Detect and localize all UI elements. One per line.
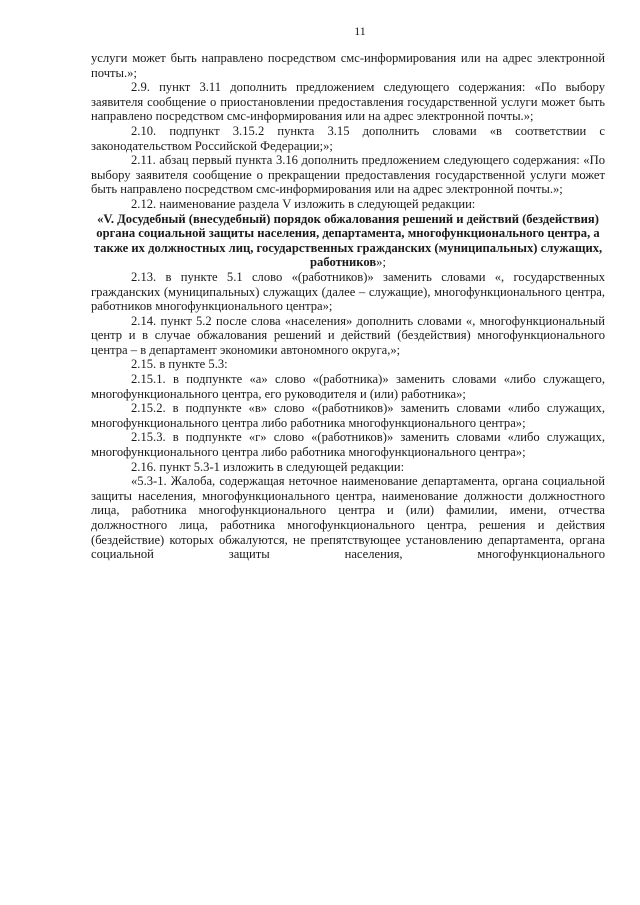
paragraph-5-3-1: «5.3-1. Жалоба, содержащая неточное наименование департамента, органа социальной защиты населения, многофункционального центра, наименование должности должностного лица, работника многофункционального центра и (или) фамилии, имени, отчества должностного лица, работника многофункционального центра, решения и действия (бездействие) которых обжалуются, не препятствующее установлению департамента, органа социальной защиты населения, многофункционального — [91, 474, 605, 562]
paragraph-2-14: 2.14. пункт 5.2 после слова «населения» дополнить словами «, многофункциональный центр и в случае обжалования решений и действий (бездействия) многофункционального центра – в департамент экономики автономного округа,»; — [91, 313, 605, 357]
paragraph-2-16: 2.16. пункт 5.3-1 изложить в следующей редакции: — [131, 459, 405, 474]
paragraph-continuation: услуги может быть направлено посредством смс-информирования или на адрес электронной почты.»; — [91, 51, 605, 80]
paragraph-2-15-2: 2.15.2. в подпункте «в» слово «(работников)» заменить словами «либо служащих, многофункционального центра либо работника многофункционального центра»; — [91, 401, 605, 430]
document-page — [91, 24, 605, 562]
paragraph-2-15: 2.15. в пункте 5.3: — [131, 357, 228, 372]
section-v-heading-text: «V. Досудебный (внесудебный) порядок обжалования решений и действий (бездействия) органа социальной защиты населения, департамента, многофункционального центра, а также их должностных лиц, государственных гражданских (муниципальных) служащих, работников — [93, 211, 603, 270]
paragraph-2-15-3: 2.15.3. в подпункте «г» слово «(работников)» заменить словами «либо служащих, многофункционального центра либо работника многофункционального центра»; — [91, 430, 605, 460]
section-v-heading — [91, 212, 605, 270]
paragraph-2-9: 2.9. пункт 3.11 дополнить предложением следующего содержания: «По выбору заявителя сообщение о приостановлении предоставления государственной услуги может быть направлено посредством смс-информирования или на адрес электронной почты.»; — [91, 80, 605, 124]
paragraph-2-11: 2.11. абзац первый пункта 3.16 дополнить предложением следующего содержания: «По выбору заявителя сообщение о прекращении предоставления государственной услуги может быть направлено посредством смс-информирования или на адрес электронной почты.»; — [91, 153, 605, 197]
paragraph-2-13: 2.13. в пункте 5.1 слово «(работников)» заменить словами «, государственных гражданских (муниципальных) служащих (далее – служащие), многофункционального центра, работников многофункционального центра»; — [91, 269, 605, 314]
page-number: 11 — [354, 24, 366, 38]
paragraph-2-15-1: 2.15.1. в подпункте «а» слово «(работника)» заменить словами «либо служащего, многофункционального центра, его руководителя и (или) работника»; — [91, 372, 605, 401]
section-v-heading-suffix: »; — [376, 255, 386, 270]
paragraph-2-12: 2.12. наименование раздела V изложить в следующей редакции: — [131, 196, 476, 211]
paragraph-2-10: 2.10. подпункт 3.15.2 пункта 3.15 дополнить словами «в соответствии с законодательством Российской Федерации;»; — [91, 123, 605, 153]
